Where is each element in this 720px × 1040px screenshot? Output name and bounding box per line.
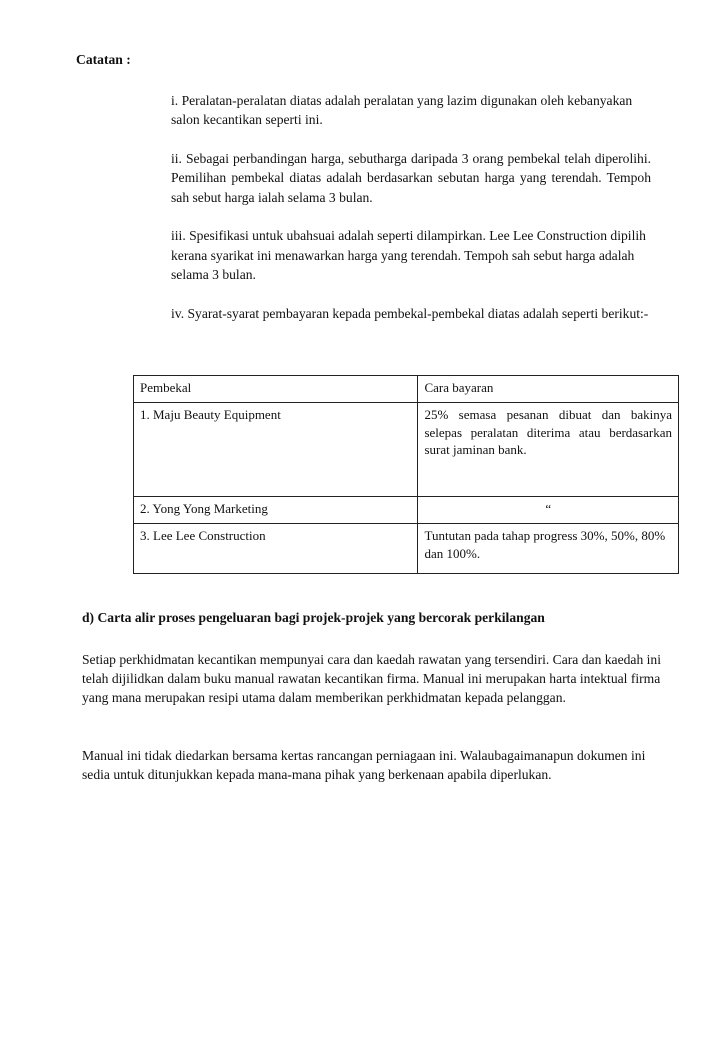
table-row — [134, 524, 679, 574]
supplier-cell: 3. Lee Lee Construction — [134, 524, 418, 574]
section-d-title: d) Carta alir proses pengeluaran bagi projek-projek yang bercorak perkilangan — [82, 610, 545, 625]
table-row — [134, 403, 679, 497]
table-header-cell: Pembekal — [134, 376, 418, 403]
table-header-row — [134, 376, 679, 403]
notes-list — [171, 91, 651, 342]
supplier-cell: 1. Maju Beauty Equipment — [134, 403, 418, 497]
section-d-paragraph: Setiap perkhidmatan kecantikan mempunyai cara dan kaedah rawatan yang tersendiri. Cara dan kaedah ini telah dijilidkan dalam buku manual rawatan kecantikan firma. Manual ini merupakan harta intektual firma yang mana merupakan resipi utama dalam memberikan perkhidmatan kepada pelanggan. — [82, 652, 662, 706]
payment-method-cell: Tuntutan pada tahap progress 30%, 50%, 80% dan 100%. — [418, 524, 679, 574]
table-header-cell: Cara bayaran — [418, 376, 679, 403]
note-item: ii. Sebagai perbandingan harga, sebutharga daripada 3 orang pembekal telah diperolihi. Pemilihan pembekal diatas adalah berdasarkan sebutan harga yang terendah. Tempoh sah sebut harga ialah selama 3 bulan. — [171, 150, 651, 205]
payment-method-cell: “ — [418, 497, 679, 524]
section-d-paragraph: Manual ini tidak diedarkan bersama kertas rancangan perniagaan ini. Walaubagaimanapun dokumen ini sedia untuk ditunjukkan kepada mana-mana pihak yang berkenaan apabila diperlukan. — [82, 748, 646, 783]
payment-terms-table — [133, 375, 679, 574]
table-row — [134, 497, 679, 524]
note-item: iv. Syarat-syarat pembayaran kepada pembekal-pembekal diatas adalah seperti berikut:- — [171, 305, 649, 321]
note-item: iii. Spesifikasi untuk ubahsuai adalah seperti dilampirkan. Lee Lee Construction dipilih kerana syarikat ini menawarkan harga yang terendah. Tempoh sah sebut harga adalah selama 3 bulan. — [171, 228, 646, 282]
payment-method-cell: 25% semasa pesanan dibuat dan bakinya selepas peralatan diterima atau berdasarkan surat jaminan bank. — [418, 403, 679, 497]
catatan-heading: Catatan : — [76, 52, 131, 67]
supplier-cell: 2. Yong Yong Marketing — [134, 497, 418, 524]
note-item: i. Peralatan-peralatan diatas adalah peralatan yang lazim digunakan oleh kebanyakan salon kecantikan seperti ini. — [171, 93, 633, 128]
